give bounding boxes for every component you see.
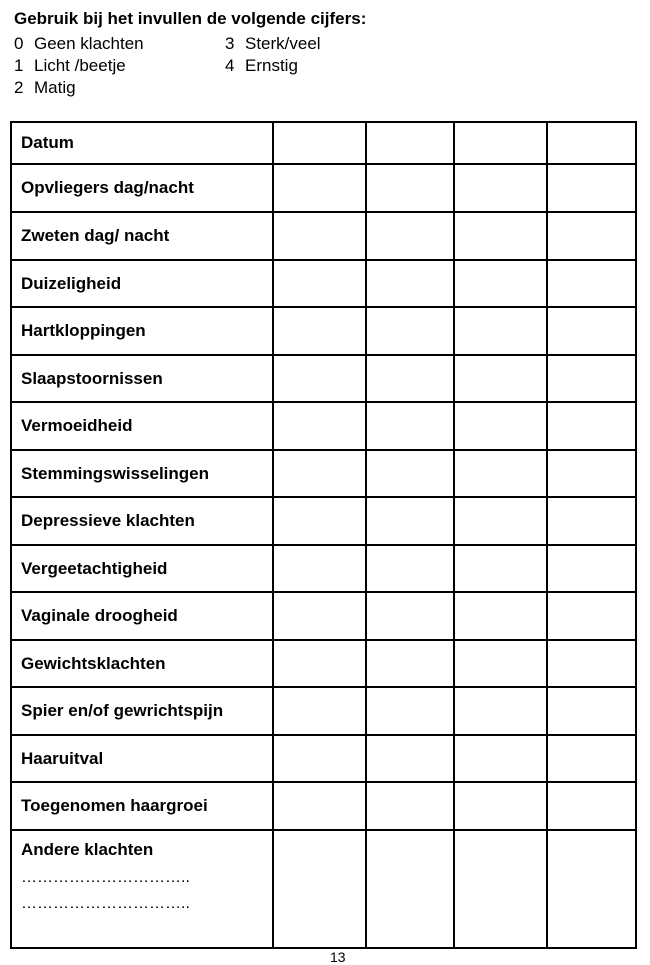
scale-label: Ernstig [245,56,298,75]
table-row [11,640,636,687]
entry-cell[interactable] [454,782,547,830]
entry-cell[interactable] [366,355,454,402]
entry-cell[interactable] [547,450,636,497]
entry-cell[interactable] [454,687,547,735]
entry-cell[interactable] [366,592,454,640]
entry-cell[interactable] [273,307,366,355]
scale-code: 0 [14,34,24,53]
instructions [14,8,634,99]
entry-cell[interactable] [454,450,547,497]
scale-item-2 [14,77,76,99]
scale-item-0 [14,33,144,55]
entry-cell[interactable] [454,355,547,402]
entry-cell[interactable] [454,212,547,260]
scale-item-4 [225,55,298,77]
row-label: Duizeligheid [11,260,273,307]
entry-cell[interactable] [366,497,454,545]
entry-cell[interactable] [273,592,366,640]
scale-label: Geen klachten [34,34,144,53]
row-label: Vergeetachtigheid [11,545,273,592]
symptom-log-body [11,122,636,948]
entry-cell[interactable] [366,122,454,164]
entry-cell[interactable] [366,545,454,592]
table-row [11,592,636,640]
entry-cell[interactable] [547,307,636,355]
entry-cell[interactable] [547,830,636,948]
table-row [11,735,636,782]
row-label: Vaginale droogheid [11,592,273,640]
table-row [11,212,636,260]
table-row-other-complaints [11,830,636,948]
entry-cell[interactable] [273,402,366,450]
entry-cell[interactable] [547,640,636,687]
entry-cell[interactable] [273,687,366,735]
entry-cell[interactable] [366,735,454,782]
entry-cell[interactable] [454,735,547,782]
page-number: 13 [330,949,346,965]
instructions-title: Gebruik bij het invullen de volgende cijfers: [14,9,367,28]
entry-cell[interactable] [547,402,636,450]
entry-cell[interactable] [273,260,366,307]
row-label: Slaapstoornissen [11,355,273,402]
entry-cell[interactable] [454,640,547,687]
entry-cell[interactable] [454,260,547,307]
entry-cell[interactable] [366,830,454,948]
entry-cell[interactable] [366,212,454,260]
entry-cell[interactable] [366,782,454,830]
entry-cell[interactable] [547,164,636,212]
table-row [11,122,636,164]
entry-cell[interactable] [273,450,366,497]
row-label: Hartkloppingen [11,307,273,355]
entry-cell[interactable] [454,402,547,450]
entry-cell[interactable] [366,640,454,687]
other-complaints-label: Andere klachten [21,840,154,859]
entry-cell[interactable] [273,212,366,260]
scale-label: Sterk/veel [245,34,321,53]
entry-cell[interactable] [273,122,366,164]
entry-cell[interactable] [454,545,547,592]
scale-label: Matig [34,78,76,97]
entry-cell[interactable] [547,122,636,164]
row-label: Stemmingswisselingen [11,450,273,497]
row-label: Haaruitval [11,735,273,782]
entry-cell[interactable] [273,545,366,592]
entry-cell[interactable] [366,307,454,355]
row-label-other-complaints [11,830,273,948]
row-label: Datum [11,122,273,164]
entry-cell[interactable] [273,735,366,782]
row-label: Opvliegers dag/nacht [11,164,273,212]
entry-cell[interactable] [547,355,636,402]
entry-cell[interactable] [547,212,636,260]
entry-cell[interactable] [454,122,547,164]
entry-cell[interactable] [366,450,454,497]
row-label: Spier en/of gewrichtspijn [11,687,273,735]
scale-legend [14,33,634,99]
table-row [11,260,636,307]
scale-code: 3 [225,34,235,53]
row-label: Toegenomen haargroei [11,782,273,830]
entry-cell[interactable] [547,545,636,592]
scale-code: 1 [14,56,24,75]
entry-cell[interactable] [273,640,366,687]
entry-cell[interactable] [273,782,366,830]
entry-cell[interactable] [366,687,454,735]
table-row [11,355,636,402]
row-label: Vermoeidheid [11,402,273,450]
entry-cell[interactable] [366,164,454,212]
scale-item-1 [14,55,126,77]
table-row [11,782,636,830]
dotted-line-1: ………………………….. [21,869,190,886]
row-label: Depressieve klachten [11,497,273,545]
entry-cell[interactable] [273,355,366,402]
entry-cell[interactable] [273,830,366,948]
scale-item-3 [225,33,321,55]
entry-cell[interactable] [547,260,636,307]
entry-cell[interactable] [547,782,636,830]
entry-cell[interactable] [454,307,547,355]
table-row [11,687,636,735]
entry-cell[interactable] [547,687,636,735]
entry-cell[interactable] [273,497,366,545]
entry-cell[interactable] [547,497,636,545]
entry-cell[interactable] [547,735,636,782]
scale-code: 2 [14,78,24,97]
row-label: Zweten dag/ nacht [11,212,273,260]
dotted-line-2: ………………………….. [21,895,190,912]
table-row [11,545,636,592]
entry-cell[interactable] [454,830,547,948]
entry-cell[interactable] [547,592,636,640]
table-row [11,402,636,450]
table-row [11,164,636,212]
table-row [11,497,636,545]
scale-code: 4 [225,56,235,75]
entry-cell[interactable] [273,164,366,212]
entry-cell[interactable] [366,260,454,307]
table-row [11,307,636,355]
entry-cell[interactable] [454,497,547,545]
entry-cell[interactable] [454,164,547,212]
scale-label: Licht /beetje [34,56,126,75]
entry-cell[interactable] [454,592,547,640]
table-row [11,450,636,497]
symptom-log-table [10,121,637,949]
entry-cell[interactable] [366,402,454,450]
row-label: Gewichtsklachten [11,640,273,687]
